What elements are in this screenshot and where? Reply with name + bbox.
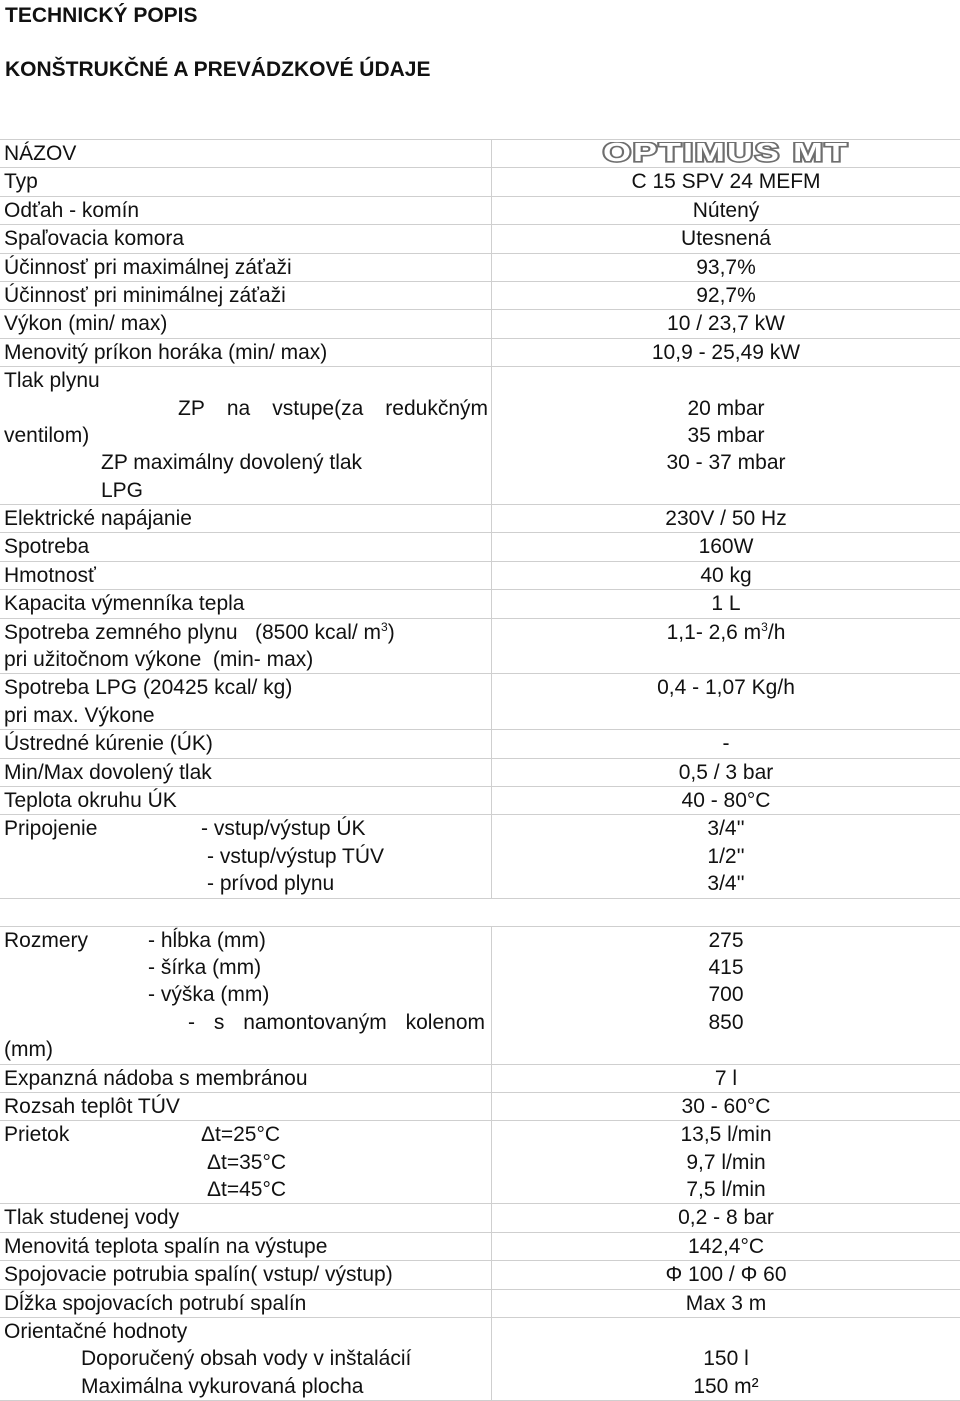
spacer-cell (0, 898, 492, 926)
table-row (0, 253, 960, 281)
row-label: Hmotnosť (0, 561, 492, 589)
table-row (0, 1121, 960, 1204)
row-value: Φ 100 / Φ 60 (492, 1261, 960, 1289)
table-row (0, 618, 960, 674)
row-label: Spotreba (0, 533, 492, 561)
row-value: 30 - 60°C (492, 1092, 960, 1120)
row-value: 20 mbar 35 mbar 30 - 37 mbar (492, 367, 960, 505)
row-value: 0,2 - 8 bar (492, 1204, 960, 1232)
row-label: Kapacita výmenníka tepla (0, 590, 492, 618)
row-label: Rozmery - hĺbka (mm) - šírka (mm) - výška (mm) - s namontovaným kolenom (mm) (0, 926, 492, 1064)
table-row (0, 926, 960, 1064)
row-label: Prietok Δt=25°C Δt=35°C Δt=45°C (0, 1121, 492, 1204)
row-label: Výkon (min/ max) (0, 310, 492, 338)
row-label: Menovitá teplota spalín na výstupe (0, 1232, 492, 1260)
row-label: Spotreba LPG (20425 kcal/ kg) pri max. Výkone (0, 674, 492, 730)
table-row (0, 310, 960, 338)
row-label: Orientačné hodnoty Doporučený obsah vody v inštalácií Maximálna vykurovaná plocha (0, 1318, 492, 1401)
table-row (0, 505, 960, 533)
row-value: 93,7% (492, 253, 960, 281)
table-row (0, 1261, 960, 1289)
table-row (0, 561, 960, 589)
row-value: 1 L (492, 590, 960, 618)
row-value: 3/4'' 1/2'' 3/4'' (492, 815, 960, 898)
row-value (492, 140, 960, 168)
row-label: Účinnosť pri minimálnej záťaži (0, 281, 492, 309)
table-row (0, 168, 960, 196)
row-value: - (492, 730, 960, 758)
page-title: TECHNICKÝ POPIS (5, 4, 198, 28)
table-row (0, 786, 960, 814)
table-row (0, 140, 960, 168)
table-row (0, 1204, 960, 1232)
row-label: Účinnosť pri maximálnej záťaži (0, 253, 492, 281)
row-label: Menovitý príkon horáka (min/ max) (0, 338, 492, 366)
row-value: 150 l 150 m² (492, 1318, 960, 1401)
row-label: Pripojenie - vstup/výstup ÚK - vstup/výstup TÚV - prívod plynu (0, 815, 492, 898)
row-value: 10 / 23,7 kW (492, 310, 960, 338)
table-row (0, 1289, 960, 1317)
row-value: 7 l (492, 1064, 960, 1092)
table-row (0, 590, 960, 618)
row-value: Max 3 m (492, 1289, 960, 1317)
table-row (0, 1318, 960, 1401)
row-value: 13,5 l/min 9,7 l/min 7,5 l/min (492, 1121, 960, 1204)
row-label: Odťah - komín (0, 196, 492, 224)
table-row (0, 196, 960, 224)
row-value: 275 415 700 850 (492, 926, 960, 1064)
table-row (0, 1064, 960, 1092)
row-label: Spaľovacia komora (0, 225, 492, 253)
row-label: Elektrické napájanie (0, 505, 492, 533)
row-label: Min/Max dovolený tlak (0, 758, 492, 786)
row-label: Teplota okruhu ÚK (0, 786, 492, 814)
row-label: NÁZOV (0, 140, 492, 168)
row-value: C 15 SPV 24 MEFM (492, 168, 960, 196)
row-value: 0,5 / 3 bar (492, 758, 960, 786)
table-row (0, 533, 960, 561)
row-label: Typ (0, 168, 492, 196)
row-value: Nútený (492, 196, 960, 224)
row-value: 1,1- 2,6 $m^3/h$ (492, 618, 960, 674)
row-value: 160W (492, 533, 960, 561)
table-row (0, 338, 960, 366)
row-label: Dĺžka spojovacích potrubí spalín (0, 1289, 492, 1317)
optimus-mt-logo (601, 142, 851, 164)
table-row (0, 367, 960, 505)
row-label: Ústredné kúrenie (ÚK) (0, 730, 492, 758)
table-row (0, 225, 960, 253)
page-subtitle: KONŠTRUKČNÉ A PREVÁDZKOVÉ ÚDAJE (5, 58, 431, 82)
row-value: 40 - 80°C (492, 786, 960, 814)
row-label: Tlak studenej vody (0, 1204, 492, 1232)
row-value: 92,7% (492, 281, 960, 309)
row-label: Tlak plynu ZP na vstupe(za redukčným ventilom) ZP maximálny dovolený tlak LPG (0, 367, 492, 505)
row-value: Utesnená (492, 225, 960, 253)
table-row (0, 1092, 960, 1120)
table-row (0, 730, 960, 758)
row-value: 40 kg (492, 561, 960, 589)
table-row (0, 281, 960, 309)
table-row (0, 674, 960, 730)
row-label: Spojovacie potrubia spalín( vstup/ výstup) (0, 1261, 492, 1289)
spacer-cell (492, 898, 960, 926)
row-label: Spotreba zemného plynu (8500 kcal/ $m^3$) pri užitočnom výkone (min- max) (0, 618, 492, 674)
row-value: 10,9 - 25,49 kW (492, 338, 960, 366)
row-value: 0,4 - 1,07 Kg/h (492, 674, 960, 730)
row-label: Rozsah teplôt TÚV (0, 1092, 492, 1120)
row-value: 142,4°C (492, 1232, 960, 1260)
spec-table (0, 139, 960, 1401)
table-row (0, 1232, 960, 1260)
svg-text:OPTIMUS MT: OPTIMUS MT (603, 142, 849, 164)
row-value: 230V / 50 Hz (492, 505, 960, 533)
row-label: Expanzná nádoba s membránou (0, 1064, 492, 1092)
table-row (0, 758, 960, 786)
table-row (0, 815, 960, 898)
